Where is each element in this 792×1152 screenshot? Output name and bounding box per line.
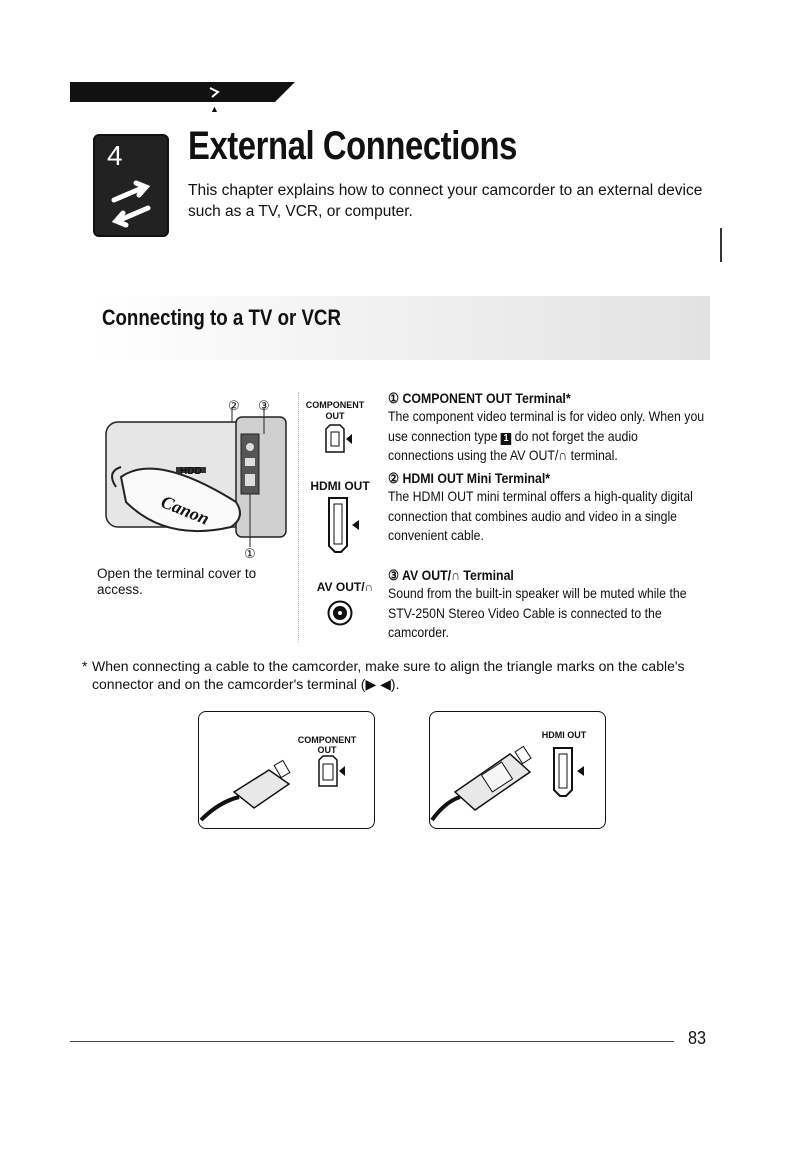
hdd-label: HDD [180, 466, 202, 477]
description-component [388, 390, 748, 466]
camera-caption: Open the terminal cover to access. [97, 566, 257, 597]
description-hdmi [388, 470, 748, 546]
chapter-number: 4 [107, 140, 123, 171]
chapter-tab-banner [70, 82, 295, 102]
description-text-2: do not forget the audio connections using the AV OUT/ [388, 427, 638, 463]
connection-type-badge: 1 [501, 433, 511, 445]
hdmi-out-label: HDMI OUT [310, 479, 370, 493]
description-title: COMPONENT OUT Terminal* [402, 390, 571, 406]
footnote-star: * [82, 658, 88, 674]
description-heading [388, 567, 705, 584]
footnote [82, 657, 712, 693]
description-heading [388, 470, 705, 487]
example-component-label-line1: COMPONENT [297, 735, 357, 745]
description-body: Sound from the built-in speaker will be muted while the STV-250N Stereo Video Cable is connected to the camcorder. [388, 585, 687, 640]
component-cable-illustration [199, 752, 369, 822]
brand-logo: Canon [158, 491, 213, 529]
example-component-label-line2: OUT [317, 745, 337, 755]
footnote-text: When connecting a cable to the camcorder, make sure to align the triangle marks on the cable's connector and on the camcorder's terminal ( [92, 658, 685, 692]
av-out-label [312, 582, 378, 593]
description-text: The component video terminal is for video only. When you use connection type [388, 408, 705, 444]
section-title: Connecting to a TV or VCR [102, 305, 341, 330]
av-out-terminal-icon [327, 600, 353, 626]
callout-2: ② [228, 398, 240, 413]
column-divider [298, 392, 299, 642]
description-body: The HDMI OUT mini terminal offers a high-quality digital connection that combines audio and video in a single convenient cable. [388, 488, 693, 543]
component-out-terminal-icon [324, 424, 352, 454]
description-number: ① [388, 390, 400, 406]
callout-3: ③ [258, 398, 270, 413]
callout-1: ① [244, 546, 256, 561]
description-heading [388, 390, 705, 407]
description-title: HDMI OUT Mini Terminal* [402, 470, 551, 486]
footnote-end: ). [390, 676, 400, 692]
component-out-label-line1: COMPONENT [305, 400, 365, 410]
hdmi-out-terminal-icon [327, 496, 359, 554]
description-body [388, 407, 705, 466]
description-number: ③ [388, 567, 400, 583]
component-connection-example [198, 711, 375, 829]
av-out-text: AV OUT/ [316, 580, 365, 594]
description-text-3: terminal. [570, 447, 618, 463]
description-number: ② [388, 470, 400, 486]
hdmi-cable-illustration [430, 742, 600, 822]
alignment-marks-icon: ▶ ◀ [365, 676, 391, 692]
chapter-title: External Connections [188, 124, 517, 168]
description-title-end: Terminal [463, 567, 514, 583]
component-out-label-line2: OUT [325, 411, 345, 421]
connection-arrows-icon [108, 180, 154, 228]
marker-triangle-icon: ▲ [210, 104, 219, 114]
page-number: 83 [688, 1028, 707, 1048]
description-av [388, 567, 748, 643]
footer-rule [70, 1041, 674, 1042]
description-title: AV OUT/ [402, 567, 452, 583]
hdmi-connection-example [429, 711, 606, 829]
headphone-icon: ∩ [558, 447, 568, 463]
headphone-icon: ∩ [364, 580, 374, 594]
headphone-icon: ∩ [451, 567, 460, 583]
component-out-label [305, 400, 365, 422]
margin-bar [720, 228, 722, 262]
camcorder-illustration [96, 392, 296, 562]
example-hdmi-label: HDMI OUT [541, 730, 587, 740]
chapter-intro: This chapter explains how to connect your camcorder to an external device such as a TV, VCR, or computer. [188, 182, 703, 220]
